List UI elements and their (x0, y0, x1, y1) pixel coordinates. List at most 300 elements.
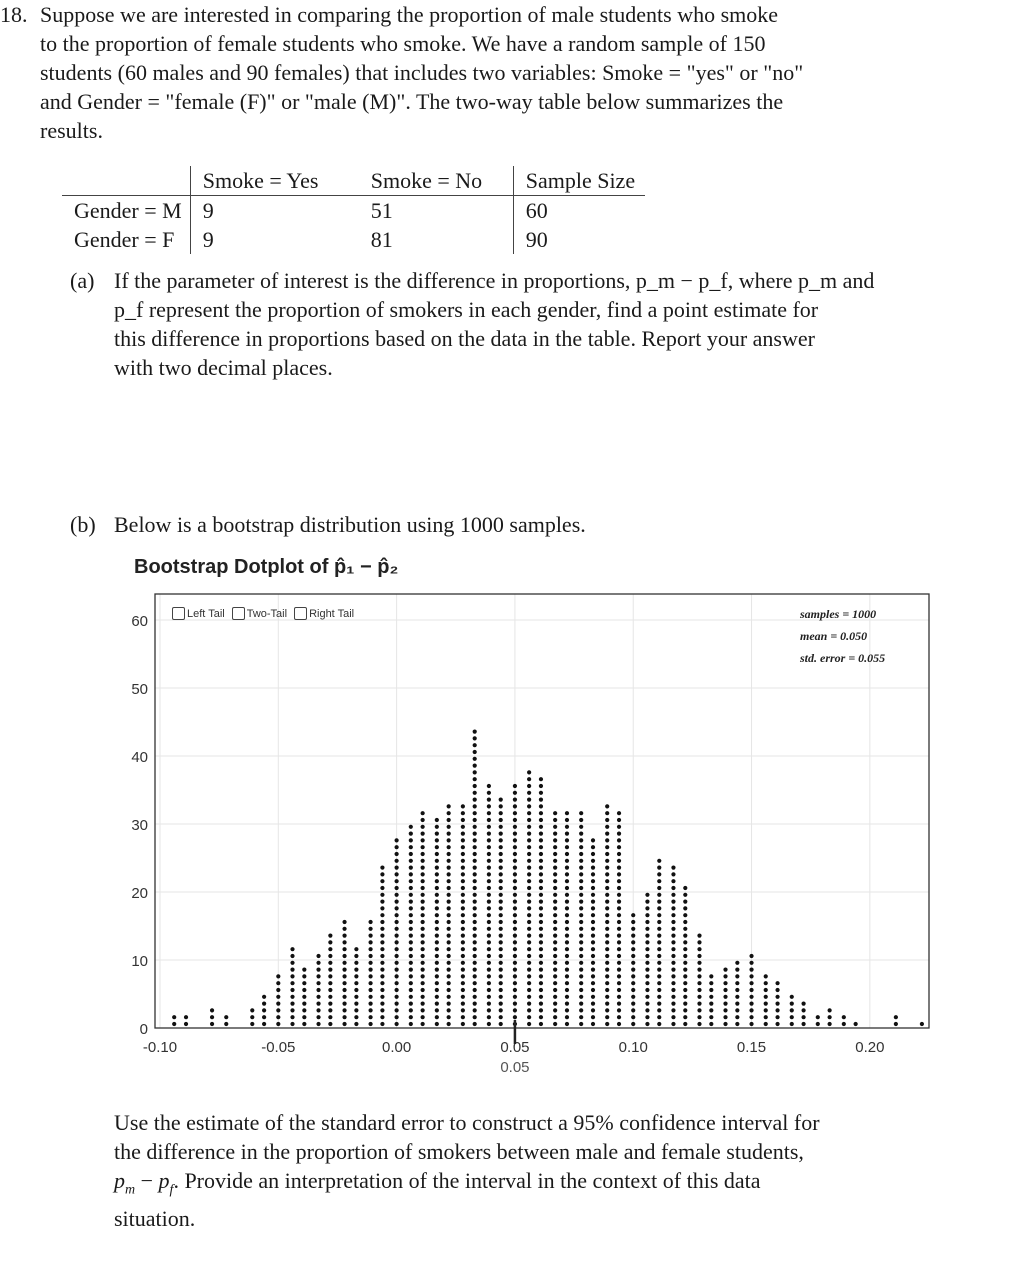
data-dot (565, 872, 569, 876)
data-dot (671, 954, 675, 958)
data-dot (513, 934, 517, 938)
data-dot (735, 1015, 739, 1019)
data-dot (527, 1022, 531, 1026)
data-dot (473, 1002, 477, 1006)
data-dot (645, 947, 649, 951)
data-dot (342, 968, 346, 972)
data-dot (395, 879, 399, 883)
data-dot (513, 981, 517, 985)
data-dot (657, 981, 661, 985)
data-dot (591, 981, 595, 985)
data-dot (435, 954, 439, 958)
data-dot (409, 886, 413, 890)
data-dot (605, 974, 609, 978)
data-dot (553, 934, 557, 938)
data-dot (764, 995, 768, 999)
data-dot (435, 852, 439, 856)
data-dot (447, 954, 451, 958)
data-dot (723, 981, 727, 985)
data-dot (421, 988, 425, 992)
data-dot (395, 1022, 399, 1026)
data-dot (290, 988, 294, 992)
data-dot (697, 947, 701, 951)
data-dot (579, 832, 583, 836)
data-dot (645, 1015, 649, 1019)
data-dot (539, 818, 543, 822)
data-dot (617, 893, 621, 897)
data-dot (435, 981, 439, 985)
data-dot (645, 900, 649, 904)
data-dot (579, 906, 583, 910)
intro-line-3: students (60 males and 90 females) that includes two variables: Smoke = "yes" or "no" (40, 60, 804, 85)
data-dot (735, 968, 739, 972)
data-dot (513, 940, 517, 944)
data-dot (328, 968, 332, 972)
data-dot (487, 988, 491, 992)
data-dot (565, 961, 569, 965)
data-dot (447, 1015, 451, 1019)
data-dot (605, 995, 609, 999)
data-dot (473, 954, 477, 958)
two-tail-checkbox[interactable] (232, 607, 245, 620)
data-dot (290, 995, 294, 999)
data-dot (565, 818, 569, 822)
data-dot (513, 988, 517, 992)
data-dot (617, 1002, 621, 1006)
left-tail-option[interactable] (172, 607, 225, 620)
data-dot (276, 1015, 280, 1019)
data-dot (499, 1008, 503, 1012)
data-dot (671, 995, 675, 999)
data-dot (539, 825, 543, 829)
data-dot (487, 1008, 491, 1012)
data-dot (605, 906, 609, 910)
data-dot (709, 995, 713, 999)
data-dot (473, 730, 477, 734)
data-dot (342, 988, 346, 992)
data-dot (409, 872, 413, 876)
data-dot (447, 811, 451, 815)
data-dot (395, 981, 399, 985)
data-dot (513, 784, 517, 788)
data-dot (591, 920, 595, 924)
data-dot (553, 859, 557, 863)
data-dot (645, 954, 649, 958)
data-dot (409, 920, 413, 924)
data-dot (395, 954, 399, 958)
data-dot (435, 879, 439, 883)
data-dot (250, 1015, 254, 1019)
data-dot (527, 872, 531, 876)
data-dot (645, 995, 649, 999)
two-tail-label: Two-Tail (246, 607, 288, 620)
data-dot (380, 879, 384, 883)
data-dot (461, 804, 465, 808)
data-dot (473, 852, 477, 856)
data-dot (631, 981, 635, 985)
data-dot (657, 947, 661, 951)
data-dot (527, 893, 531, 897)
data-dot (683, 906, 687, 910)
data-dot (697, 974, 701, 978)
tick-layer (131, 613, 884, 1076)
data-dot (605, 838, 609, 842)
data-dot (657, 940, 661, 944)
data-dot (657, 988, 661, 992)
data-dot (617, 1022, 621, 1026)
data-dot (539, 1022, 543, 1026)
data-dot (527, 832, 531, 836)
data-dot (671, 866, 675, 870)
data-dot (461, 879, 465, 883)
data-dot (290, 1002, 294, 1006)
data-dot (435, 1008, 439, 1012)
data-dot (421, 913, 425, 917)
data-dot (487, 913, 491, 917)
data-dot (605, 852, 609, 856)
left-tail-checkbox[interactable] (172, 607, 185, 620)
data-dot (342, 1022, 346, 1026)
data-dot (487, 995, 491, 999)
data-dot (894, 1022, 898, 1026)
data-dot (553, 811, 557, 815)
data-dot (328, 940, 332, 944)
data-dot (262, 1022, 266, 1026)
data-dot (421, 852, 425, 856)
data-dot (683, 1002, 687, 1006)
data-dot (513, 906, 517, 910)
data-dot (409, 1022, 413, 1026)
data-dot (487, 961, 491, 965)
data-dot (421, 1022, 425, 1026)
data-dot (447, 859, 451, 863)
data-dot (461, 893, 465, 897)
data-dot (553, 845, 557, 849)
data-dot (657, 968, 661, 972)
data-dot (447, 995, 451, 999)
data-dot (342, 1002, 346, 1006)
data-dot (683, 927, 687, 931)
data-dot (553, 920, 557, 924)
data-dot (276, 988, 280, 992)
data-dot (539, 913, 543, 917)
data-dot (579, 968, 583, 972)
right-tail-option[interactable] (294, 607, 354, 620)
data-dot (657, 1008, 661, 1012)
data-dot (395, 859, 399, 863)
y-tick-label: 40 (131, 749, 148, 766)
data-dot (380, 1015, 384, 1019)
data-dot (487, 866, 491, 870)
data-dot (749, 961, 753, 965)
data-dot (709, 1015, 713, 1019)
data-dot (697, 954, 701, 958)
problem-number: 18. (0, 2, 28, 27)
data-dot (527, 968, 531, 972)
data-dot (473, 770, 477, 774)
data-dot (447, 920, 451, 924)
data-dot (539, 777, 543, 781)
data-dot (709, 988, 713, 992)
data-dot (723, 1022, 727, 1026)
data-dot (513, 893, 517, 897)
two-tail-option[interactable] (232, 607, 287, 620)
data-dot (342, 920, 346, 924)
data-dot (579, 954, 583, 958)
data-dot (342, 934, 346, 938)
data-dot (617, 1015, 621, 1019)
data-dot (697, 1002, 701, 1006)
data-dot (657, 900, 661, 904)
data-dot (527, 900, 531, 904)
data-dot (487, 920, 491, 924)
data-dot (473, 743, 477, 747)
data-dot (605, 1022, 609, 1026)
data-dot (499, 872, 503, 876)
data-dot (276, 1002, 280, 1006)
data-dot (499, 798, 503, 802)
data-dot (380, 927, 384, 931)
data-dot (527, 791, 531, 795)
part-b-after-line-3: $p_m - p_f$. Provide an interpretation of the interval in the context of this data (114, 1168, 761, 1198)
data-dot (539, 879, 543, 883)
data-dot (380, 1022, 384, 1026)
data-dot (605, 872, 609, 876)
data-dot (764, 1008, 768, 1012)
data-dot (579, 934, 583, 938)
data-dot (539, 940, 543, 944)
data-dot (368, 974, 372, 978)
data-dot (671, 913, 675, 917)
data-dot (605, 947, 609, 951)
data-dot (617, 974, 621, 978)
data-dot (617, 906, 621, 910)
data-dot (631, 988, 635, 992)
data-dot (749, 988, 753, 992)
data-dot (579, 913, 583, 917)
data-dot (276, 981, 280, 985)
data-dot (605, 818, 609, 822)
data-dot (262, 995, 266, 999)
data-dot (671, 961, 675, 965)
data-dot (210, 1015, 214, 1019)
data-dot (749, 968, 753, 972)
data-dot (409, 906, 413, 910)
data-dot (553, 995, 557, 999)
data-dot (461, 995, 465, 999)
data-dot (461, 961, 465, 965)
data-dot (473, 1015, 477, 1019)
data-dot (591, 1008, 595, 1012)
data-dot (354, 1008, 358, 1012)
data-dot (565, 1015, 569, 1019)
data-dot (735, 1008, 739, 1012)
data-dot (302, 981, 306, 985)
data-dot (749, 995, 753, 999)
data-dot (671, 947, 675, 951)
data-dot (657, 872, 661, 876)
data-dot (435, 1002, 439, 1006)
data-dot (735, 988, 739, 992)
data-dot (172, 1015, 176, 1019)
data-dot (354, 995, 358, 999)
data-dot (764, 1015, 768, 1019)
data-dot (499, 974, 503, 978)
data-dot (790, 995, 794, 999)
data-dot (775, 988, 779, 992)
data-dot (579, 866, 583, 870)
data-dot (579, 838, 583, 842)
data-dot (775, 995, 779, 999)
data-dot (591, 1002, 595, 1006)
data-dot (631, 961, 635, 965)
data-dot (354, 961, 358, 965)
data-dot (421, 1015, 425, 1019)
data-dot (617, 954, 621, 958)
data-dot (421, 920, 425, 924)
data-dot (539, 988, 543, 992)
data-dot (645, 927, 649, 931)
data-dot (631, 968, 635, 972)
data-dot (527, 920, 531, 924)
data-dot (617, 920, 621, 924)
data-dot (499, 845, 503, 849)
data-dot (671, 940, 675, 944)
data-dot (591, 974, 595, 978)
data-dot (565, 893, 569, 897)
data-dot (380, 995, 384, 999)
data-dot (591, 1015, 595, 1019)
data-dot (553, 968, 557, 972)
stat-mean: mean = 0.050 (800, 629, 868, 643)
data-dot (487, 927, 491, 931)
data-dot (657, 893, 661, 897)
data-dot (605, 845, 609, 849)
data-dot (591, 852, 595, 856)
data-dot (224, 1015, 228, 1019)
y-tick-label: 30 (131, 817, 148, 834)
data-dot (513, 811, 517, 815)
data-dot (461, 818, 465, 822)
data-dot (447, 825, 451, 829)
data-dot (539, 784, 543, 788)
data-dot (421, 940, 425, 944)
data-dot (539, 906, 543, 910)
data-dot (499, 866, 503, 870)
data-dot (513, 838, 517, 842)
data-dot (473, 947, 477, 951)
data-dot (380, 893, 384, 897)
data-dot (447, 934, 451, 938)
data-dot (735, 974, 739, 978)
data-dot (421, 811, 425, 815)
data-dot (409, 947, 413, 951)
data-dot (395, 974, 399, 978)
data-dot (617, 832, 621, 836)
data-dot (553, 1022, 557, 1026)
data-dot (513, 947, 517, 951)
data-dot (671, 893, 675, 897)
data-dot (395, 913, 399, 917)
data-dot (527, 798, 531, 802)
data-dot (473, 968, 477, 972)
data-dot (316, 988, 320, 992)
data-dot (395, 920, 399, 924)
data-dot (617, 913, 621, 917)
data-dot (447, 988, 451, 992)
data-dot (565, 879, 569, 883)
data-dot (513, 927, 517, 931)
right-tail-checkbox[interactable] (294, 607, 307, 620)
data-dot (328, 954, 332, 958)
data-dot (565, 1022, 569, 1026)
data-dot (842, 1022, 846, 1026)
data-dot (421, 893, 425, 897)
data-dot (605, 934, 609, 938)
cell-female-size: 90 (513, 225, 645, 254)
header-sample-size: Sample Size (513, 166, 645, 196)
data-dot (723, 974, 727, 978)
data-dot (447, 879, 451, 883)
data-dot (395, 1008, 399, 1012)
data-dot (380, 886, 384, 890)
data-dot (473, 818, 477, 822)
data-dot (380, 954, 384, 958)
data-dot (591, 995, 595, 999)
data-dot (527, 995, 531, 999)
data-dot (723, 995, 727, 999)
cell-female-yes: 9 (190, 225, 361, 254)
data-dot (276, 974, 280, 978)
data-dot (487, 804, 491, 808)
data-dot (527, 988, 531, 992)
data-dot (380, 947, 384, 951)
cell-female-no: 81 (370, 227, 393, 252)
data-dot (553, 893, 557, 897)
data-dot (553, 825, 557, 829)
data-dot (262, 1002, 266, 1006)
data-dot (671, 1008, 675, 1012)
data-dot (617, 968, 621, 972)
data-dot (499, 838, 503, 842)
data-dot (368, 1015, 372, 1019)
x-tick-label: 0.05 (500, 1039, 530, 1056)
data-dot (553, 832, 557, 836)
data-dot (527, 818, 531, 822)
data-dot (499, 1022, 503, 1026)
data-dot (565, 866, 569, 870)
data-dot (328, 1008, 332, 1012)
data-dot (671, 927, 675, 931)
data-dot (513, 852, 517, 856)
mean-marker-label: 0.05 (500, 1059, 530, 1076)
data-dot (435, 859, 439, 863)
data-dot (461, 934, 465, 938)
data-dot (565, 934, 569, 938)
data-dot (499, 913, 503, 917)
data-dot (697, 961, 701, 965)
data-dot (828, 1008, 832, 1012)
data-dot (421, 872, 425, 876)
data-dot (579, 879, 583, 883)
data-dot (380, 866, 384, 870)
data-dot (342, 981, 346, 985)
data-dot (671, 900, 675, 904)
data-dot (579, 961, 583, 965)
data-dot (565, 859, 569, 863)
data-dot (683, 961, 687, 965)
data-dot (645, 981, 649, 985)
